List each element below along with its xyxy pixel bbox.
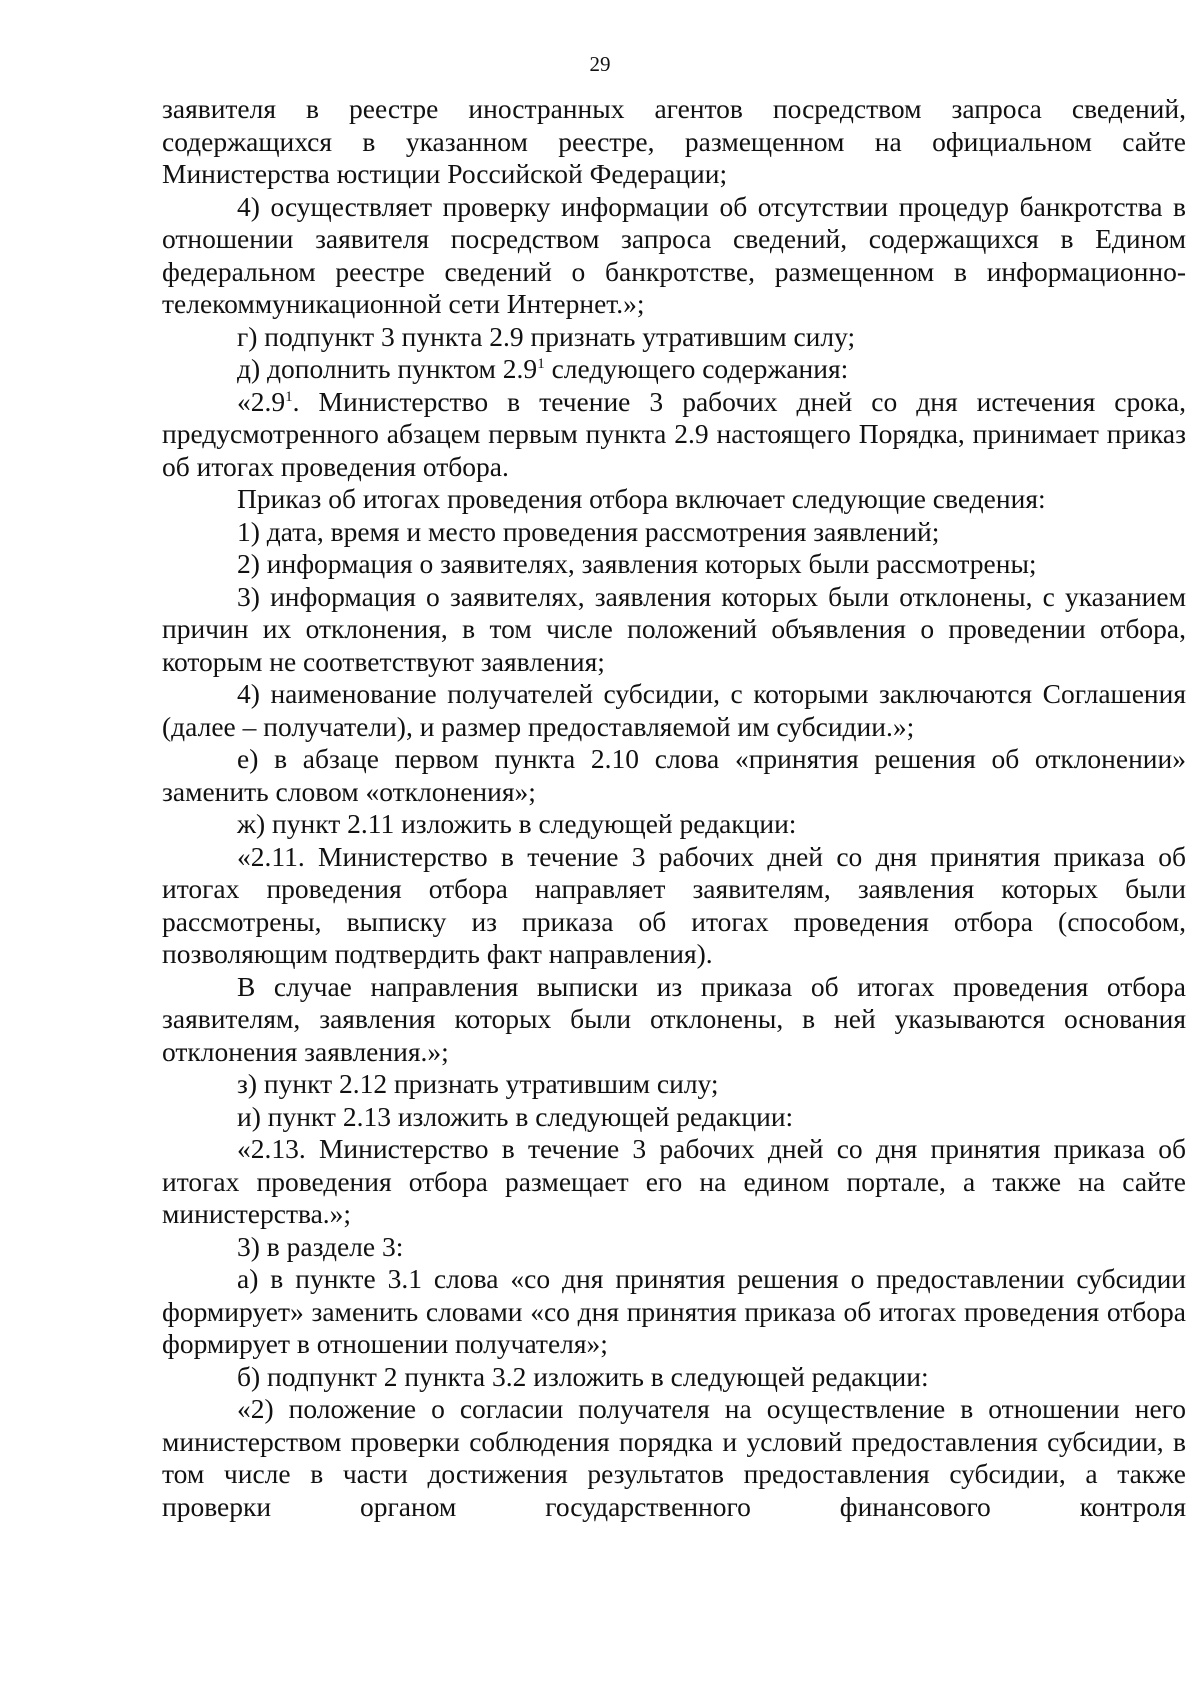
paragraph: 2) информация о заявителях, заявления которых были рассмотрены; [237, 548, 1037, 579]
paragraph: «2.11. Министерство в течение 3 рабочих дней со дня принятия приказа об итогах проведения отбора направляет заявителям, заявления которых были рассмотрены, выписку из приказа об итогах проведения отбора (способом, позволяющим подтвердить факт направления). [162, 840, 1186, 969]
paragraph: В случае направления выписки из приказа об итогах проведения отбора заявителям, заявления которых были отклонены, в ней указываются основания отклонения заявления.»; [162, 970, 1186, 1067]
paragraph: Приказ об итогах проведения отбора включает следующие сведения: [237, 483, 1046, 514]
paragraph: «2) положение о согласии получателя на осуществление в отношении него министерством проверки соблюдения порядка и условий предоставления субсидии, в том числе в части достижения результатов предоставления субсидии, а также проверки органом государственного финансового контроля [162, 1393, 1186, 1522]
paragraph: 4) наименование получателей субсидии, с которыми заключаются Соглашения (далее – получатели), и размер предоставляемой им субсидии.»; [162, 678, 1186, 742]
paragraph: «2.13. Министерство в течение 3 рабочих дней со дня принятия приказа об итогах проведения отбора размещает его на едином портале, а также на сайте министерства.»; [162, 1133, 1186, 1229]
paragraph: ж) пункт 2.11 изложить в следующей редакции: [237, 808, 797, 839]
paragraph-text: «2.9 [237, 385, 286, 417]
paragraph [162, 353, 1186, 386]
superscript: 1 [285, 388, 293, 405]
paragraph: е) в абзаце первом пункта 2.10 слова «принятия решения об отклонении» заменить словом «отклонения»; [162, 743, 1186, 807]
paragraph: заявителя в реестре иностранных агентов посредством запроса сведений, содержащихся в указанном реестре, размещенном на официальном сайте Министерства юстиции Российской Федерации; [162, 93, 1186, 189]
paragraph: 1) дата, время и место проведения рассмотрения заявлений; [237, 515, 940, 547]
superscript: 1 [537, 355, 545, 372]
paragraph: г) подпункт 3 пункта 2.9 признать утратившим силу; [237, 320, 856, 352]
paragraph: б) подпункт 2 пункта 3.2 изложить в следующей редакции: [237, 1360, 929, 1392]
paragraph: з) пункт 2.12 признать утратившим силу; [237, 1068, 719, 1099]
page-number: 29 [589, 52, 611, 76]
paragraph-text: следующего содержания: [544, 353, 849, 384]
paragraph-text: . Министерство в течение 3 рабочих дней со дня истечения срока, предусмотренного абзацем первым пункта 2.9 настоящего Порядка, принимает приказ об итогах проведения отбора. [162, 385, 1186, 482]
document-body [162, 93, 1186, 1523]
paragraph [162, 386, 1186, 484]
paragraph: и) пункт 2.13 изложить в следующей редакции: [237, 1100, 794, 1132]
paragraph: 3) информация о заявителях, заявления которых были отклонены, с указанием причин их отклонения, в том числе положений объявления о проведении отбора, которым не соответствуют заявления; [162, 580, 1186, 677]
paragraph: а) в пункте 3.1 слова «со дня принятия решения о предоставлении субсидии формирует» заменить словами «со дня принятия приказа об итогах проведения отбора формирует в отношении получателя»; [162, 1263, 1186, 1359]
paragraph: 3) в разделе 3: [237, 1230, 404, 1262]
paragraph: 4) осуществляет проверку информации об отсутствии процедур банкротства в отношении заявителя посредством запроса сведений, содержащихся в Едином федеральном реестре сведений о банкротстве, размещенном в информационно-телекоммуникационной сети Интернет.»; [162, 190, 1186, 319]
paragraph-text: д) дополнить пунктом 2.9 [237, 353, 538, 384]
